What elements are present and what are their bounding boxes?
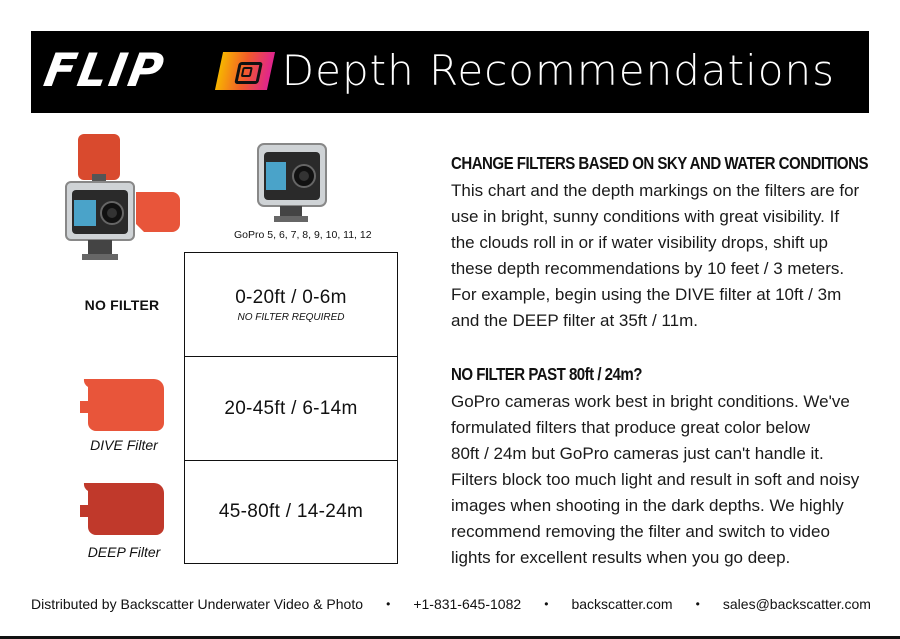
footer-phone: +1-831-645-1082 xyxy=(413,596,522,612)
depth-range: 0-20ft / 0-6m xyxy=(235,286,347,308)
depth-range: 20-45ft / 6-14m xyxy=(224,397,358,419)
logo-text: FLIP xyxy=(40,43,170,97)
section-body-conditions: This chart and the depth markings on the filters are for use in bright, sunny conditions with great visibility. If the clouds roll in or if water visibility drops, shift up these depth recommendations by 10 feet / 3 meters. For example, begin using the DIVE filter at 10ft / 3m and the DEEP filter at 35ft / 11m. xyxy=(451,181,860,330)
depth-row-no-filter xyxy=(185,253,397,357)
camera-badge-icon xyxy=(215,52,275,90)
section-heading-conditions: CHANGE FILTERS BASED ON SKY AND WATER CONDITIONS xyxy=(451,153,869,173)
footer-separator: • xyxy=(386,597,391,611)
section-body-no-filter: GoPro cameras work best in bright conditions. We've formulated filters that produce great color below 80ft / 24m but GoPro cameras just can't handle it. Filters block too much light and result in soft and noisy images when shooting in the dark depths. We highly recommend removing the filter and switch to video lights for excellent results when you go deep. xyxy=(451,392,860,567)
footer-website: backscatter.com xyxy=(571,596,673,612)
gopro-housing-image xyxy=(252,138,332,226)
deep-filter-label: DEEP Filter xyxy=(87,544,161,560)
no-filter-label: NO FILTER xyxy=(84,297,160,313)
footer-separator: • xyxy=(544,597,549,611)
depth-row-dive xyxy=(185,357,397,461)
footer xyxy=(31,591,871,617)
deep-filter-image xyxy=(78,481,168,537)
depth-row-deep xyxy=(185,461,397,562)
flip-logo xyxy=(40,43,277,97)
footer-email: sales@backscatter.com xyxy=(722,596,871,612)
depth-range: 45-80ft / 14-24m xyxy=(218,500,364,522)
gopro-models-caption: GoPro 5, 6, 7, 8, 9, 10, 11, 12 xyxy=(234,229,372,241)
footer-separator: • xyxy=(695,597,700,611)
depth-table xyxy=(184,252,398,564)
dive-filter-label: DIVE Filter xyxy=(90,437,158,453)
dive-filter-image xyxy=(78,377,168,432)
flip-camera-image xyxy=(58,130,184,262)
header-banner xyxy=(31,31,869,113)
section-heading-no-filter: NO FILTER PAST 80ft / 24m? xyxy=(451,364,642,384)
depth-note: NO FILTER REQUIRED xyxy=(237,311,345,323)
page-title: Depth Recommendations xyxy=(281,46,835,95)
footer-distributor: Distributed by Backscatter Underwater Video & Photo xyxy=(31,596,364,612)
